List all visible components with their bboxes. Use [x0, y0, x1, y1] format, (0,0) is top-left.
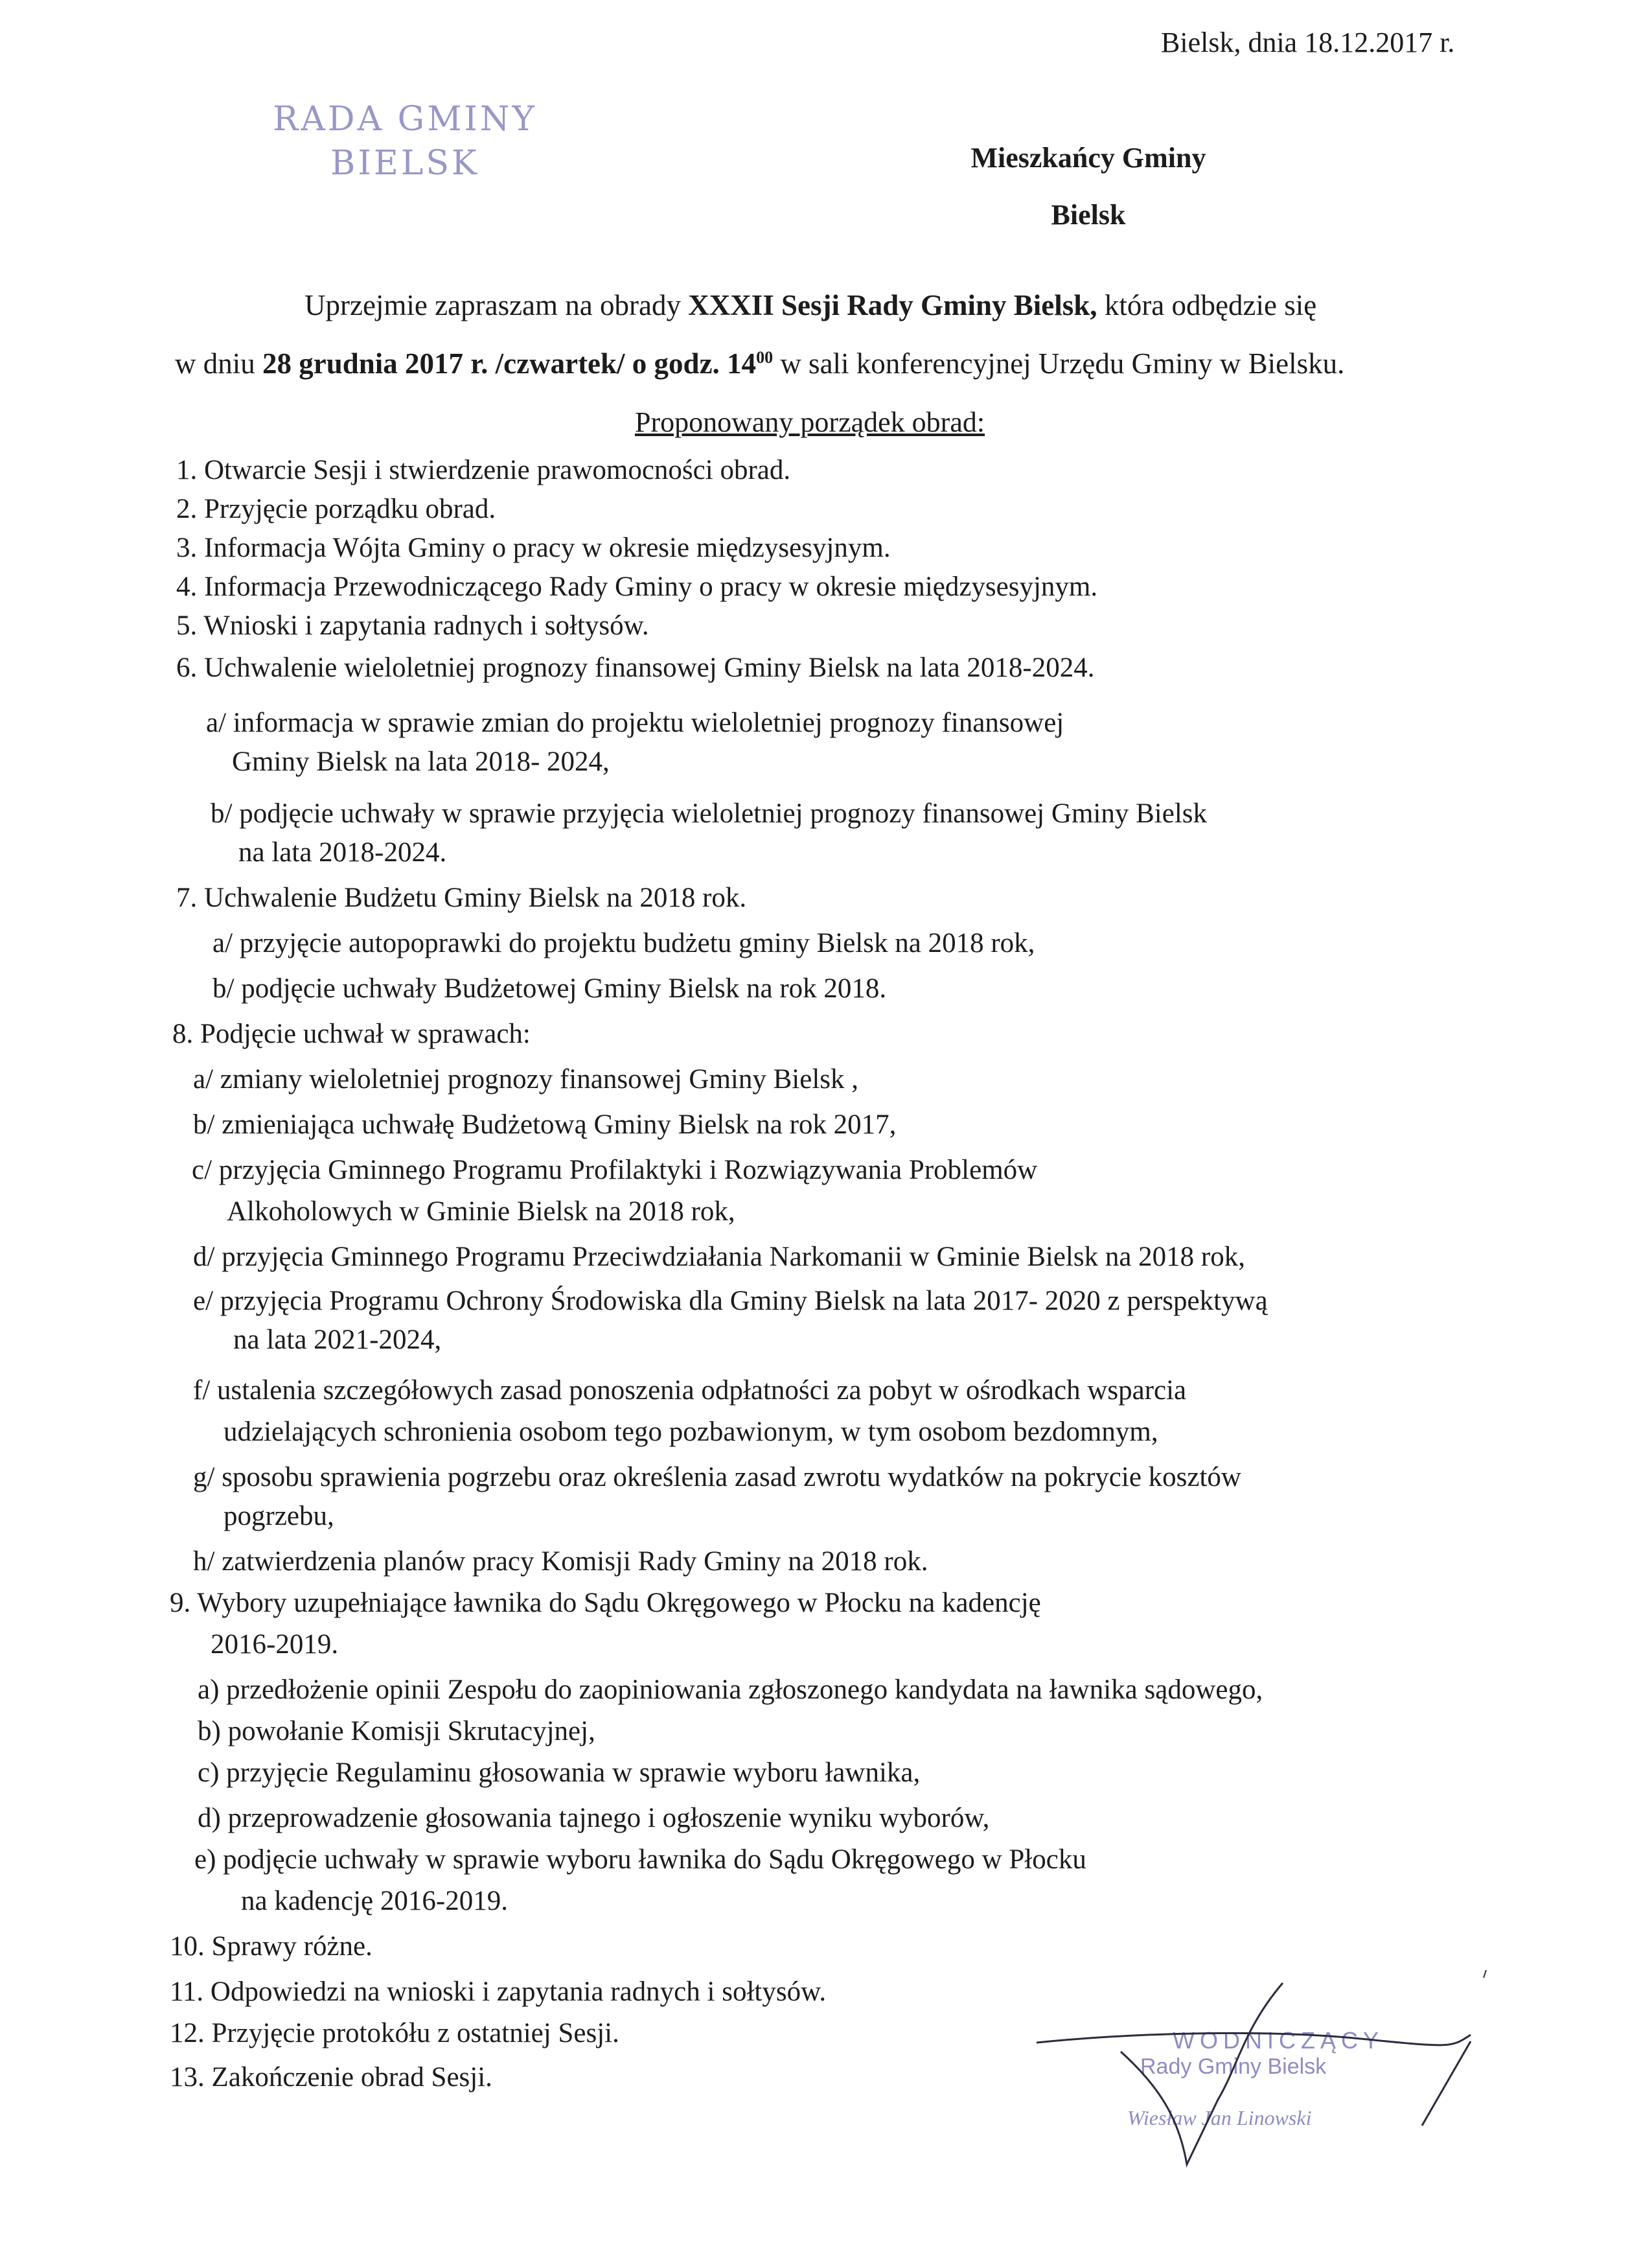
agenda-line: 9. Wybory uzupełniające ławnika do Sądu Okręgowego w Płocku na kadencję: [170, 1588, 1041, 1618]
agenda-subline: c) przyjęcie Regulaminu głosowania w sprawie wyboru ławnika,: [198, 1757, 921, 1788]
stamp-line-2: BIELSK: [330, 144, 479, 183]
agenda-heading: Proponowany porządek obrad:: [635, 406, 985, 438]
signature-stamp-title: WODNICZĄCY: [1173, 2027, 1384, 2054]
council-stamp: [240, 97, 570, 185]
agenda-subline: Gminy Bielsk na lata 2018- 2024,: [232, 747, 610, 777]
agenda-subline: na lata 2021-2024,: [233, 1325, 442, 1355]
agenda-line: 7. Uchwalenie Budżetu Gminy Bielsk na 2018 rok.: [176, 883, 747, 913]
agenda-subline: pogrzebu,: [224, 1501, 334, 1531]
signature-stamp-name: Wiesław Jan Linowski: [1127, 2106, 1312, 2129]
session-date-time: 28 grudnia 2017 r. /czwartek/ o godz. 14: [262, 347, 757, 380]
agenda-subline: Alkoholowych w Gminie Bielsk na 2018 rok,: [227, 1196, 735, 1227]
handwritten-signature: [1024, 1970, 1490, 2184]
agenda-line: 12. Przyjęcie protokółu z ostatniej Sesji.: [170, 2018, 619, 2048]
agenda-line: 6. Uchwalenie wieloletniej prognozy finansowej Gminy Bielsk na lata 2018-2024.: [176, 653, 1095, 683]
agenda-subline: a/ przyjęcie autopoprawki do projektu budżetu gminy Bielsk na 2018 rok,: [212, 928, 1035, 958]
agenda-subline: c/ przyjęcia Gminnego Programu Profilaktyki i Rozwiązywania Problemów: [192, 1155, 1038, 1185]
session-name: XXXII Sesji Rady Gminy Bielsk,: [688, 289, 1097, 321]
invitation-text: w sali konferencyjnej Urzędu Gminy w Bielsku.: [773, 347, 1345, 380]
agenda-subline: 2016-2019.: [211, 1629, 339, 1660]
agenda-subline: d) przeprowadzenie głosowania tajnego i ogłoszenie wyniku wyborów,: [198, 1803, 990, 1833]
invitation-text: która odbędzie się: [1097, 289, 1317, 321]
agenda-subline: a/ zmiany wieloletniej prognozy finansowej Gminy Bielsk ,: [193, 1064, 859, 1095]
invitation-line-1: [304, 288, 1316, 322]
agenda-subline: udzielających schronienia osobom tego pozbawionym, w tym osobom bezdomnym,: [224, 1417, 1158, 1447]
agenda-subline: b/ podjęcie uchwały w sprawie przyjęcia wieloletniej prognozy finansowej Gminy Bielsk: [211, 798, 1208, 829]
agenda-line: 13. Zakończenie obrad Sesji.: [170, 2062, 492, 2093]
invitation-line-2: [175, 347, 1344, 380]
agenda-subline: e) podjęcie uchwały w sprawie wyboru ławnika do Sądu Okręgowego w Płocku: [194, 1844, 1086, 1875]
agenda-subline: a/ informacja w sprawie zmian do projektu wieloletniej prognozy finansowej: [206, 708, 1064, 738]
agenda-line: 2. Przyjęcie porządku obrad.: [176, 494, 496, 524]
agenda-subline: na lata 2018-2024.: [238, 837, 447, 868]
agenda-line: 5. Wnioski i zapytania radnych i sołtysów.: [176, 610, 649, 641]
agenda-subline: d/ przyjęcia Gminnego Programu Przeciwdziałania Narkomanii w Gminie Bielsk na 2018 rok,: [193, 1242, 1246, 1272]
agenda-subline: g/ sposobu sprawienia pogrzebu oraz określenia zasad zwrotu wydatków na pokrycie kosztów: [193, 1462, 1241, 1492]
agenda-subline: b/ podjęcie uchwały Budżetowej Gminy Bielsk na rok 2018.: [212, 973, 887, 1004]
session-time-minutes: 00: [756, 348, 774, 367]
addressee-line-2: Bielsk: [1051, 199, 1126, 231]
signature-stamp-body: Rady Gminy Bielsk: [1140, 2054, 1327, 2079]
agenda-subline: e/ przyjęcia Programu Ochrony Środowiska dla Gminy Bielsk na lata 2017- 2020 z perspektywą: [193, 1286, 1268, 1316]
agenda-subline: b) powołanie Komisji Skrutacyjnej,: [198, 1716, 595, 1746]
agenda-subline: h/ zatwierdzenia planów pracy Komisji Rady Gminy na 2018 rok.: [193, 1546, 928, 1577]
agenda-line: 10. Sprawy różne.: [170, 1931, 373, 1962]
agenda-subline: na kadencję 2016-2019.: [241, 1886, 508, 1916]
agenda-line: 8. Podjęcie uchwał w sprawach:: [172, 1019, 531, 1049]
agenda-line: 3. Informacja Wójta Gminy o pracy w okresie międzysesyjnym.: [176, 533, 891, 563]
invitation-text: Uprzejmie zapraszam na obrady: [304, 289, 689, 321]
agenda-line: 11. Odpowiedzi na wnioski i zapytania radnych i sołtysów.: [170, 1977, 827, 2007]
agenda-line: 1. Otwarcie Sesji i stwierdzenie prawomocności obrad.: [176, 455, 791, 485]
agenda-subline: f/ ustalenia szczegółowych zasad ponoszenia odpłatności za pobyt w ośrodkach wsparcia: [193, 1375, 1187, 1406]
agenda-subline: a) przedłożenie opinii Zespołu do zaopiniowania zgłoszonego kandydata na ławnika sądowego,: [198, 1675, 1263, 1705]
stamp-line-1: RADA GMINY: [273, 100, 537, 139]
invitation-text: w dniu: [175, 347, 262, 380]
agenda-subline: b/ zmieniająca uchwałę Budżetową Gminy Bielsk na rok 2017,: [193, 1109, 897, 1140]
agenda-line: 4. Informacja Przewodniczącego Rady Gminy o pracy w okresie międzysesyjnym.: [176, 572, 1098, 602]
addressee-line-1: Mieszkańcy Gminy: [970, 142, 1206, 174]
document-date: Bielsk, dnia 18.12.2017 r.: [1161, 27, 1455, 58]
